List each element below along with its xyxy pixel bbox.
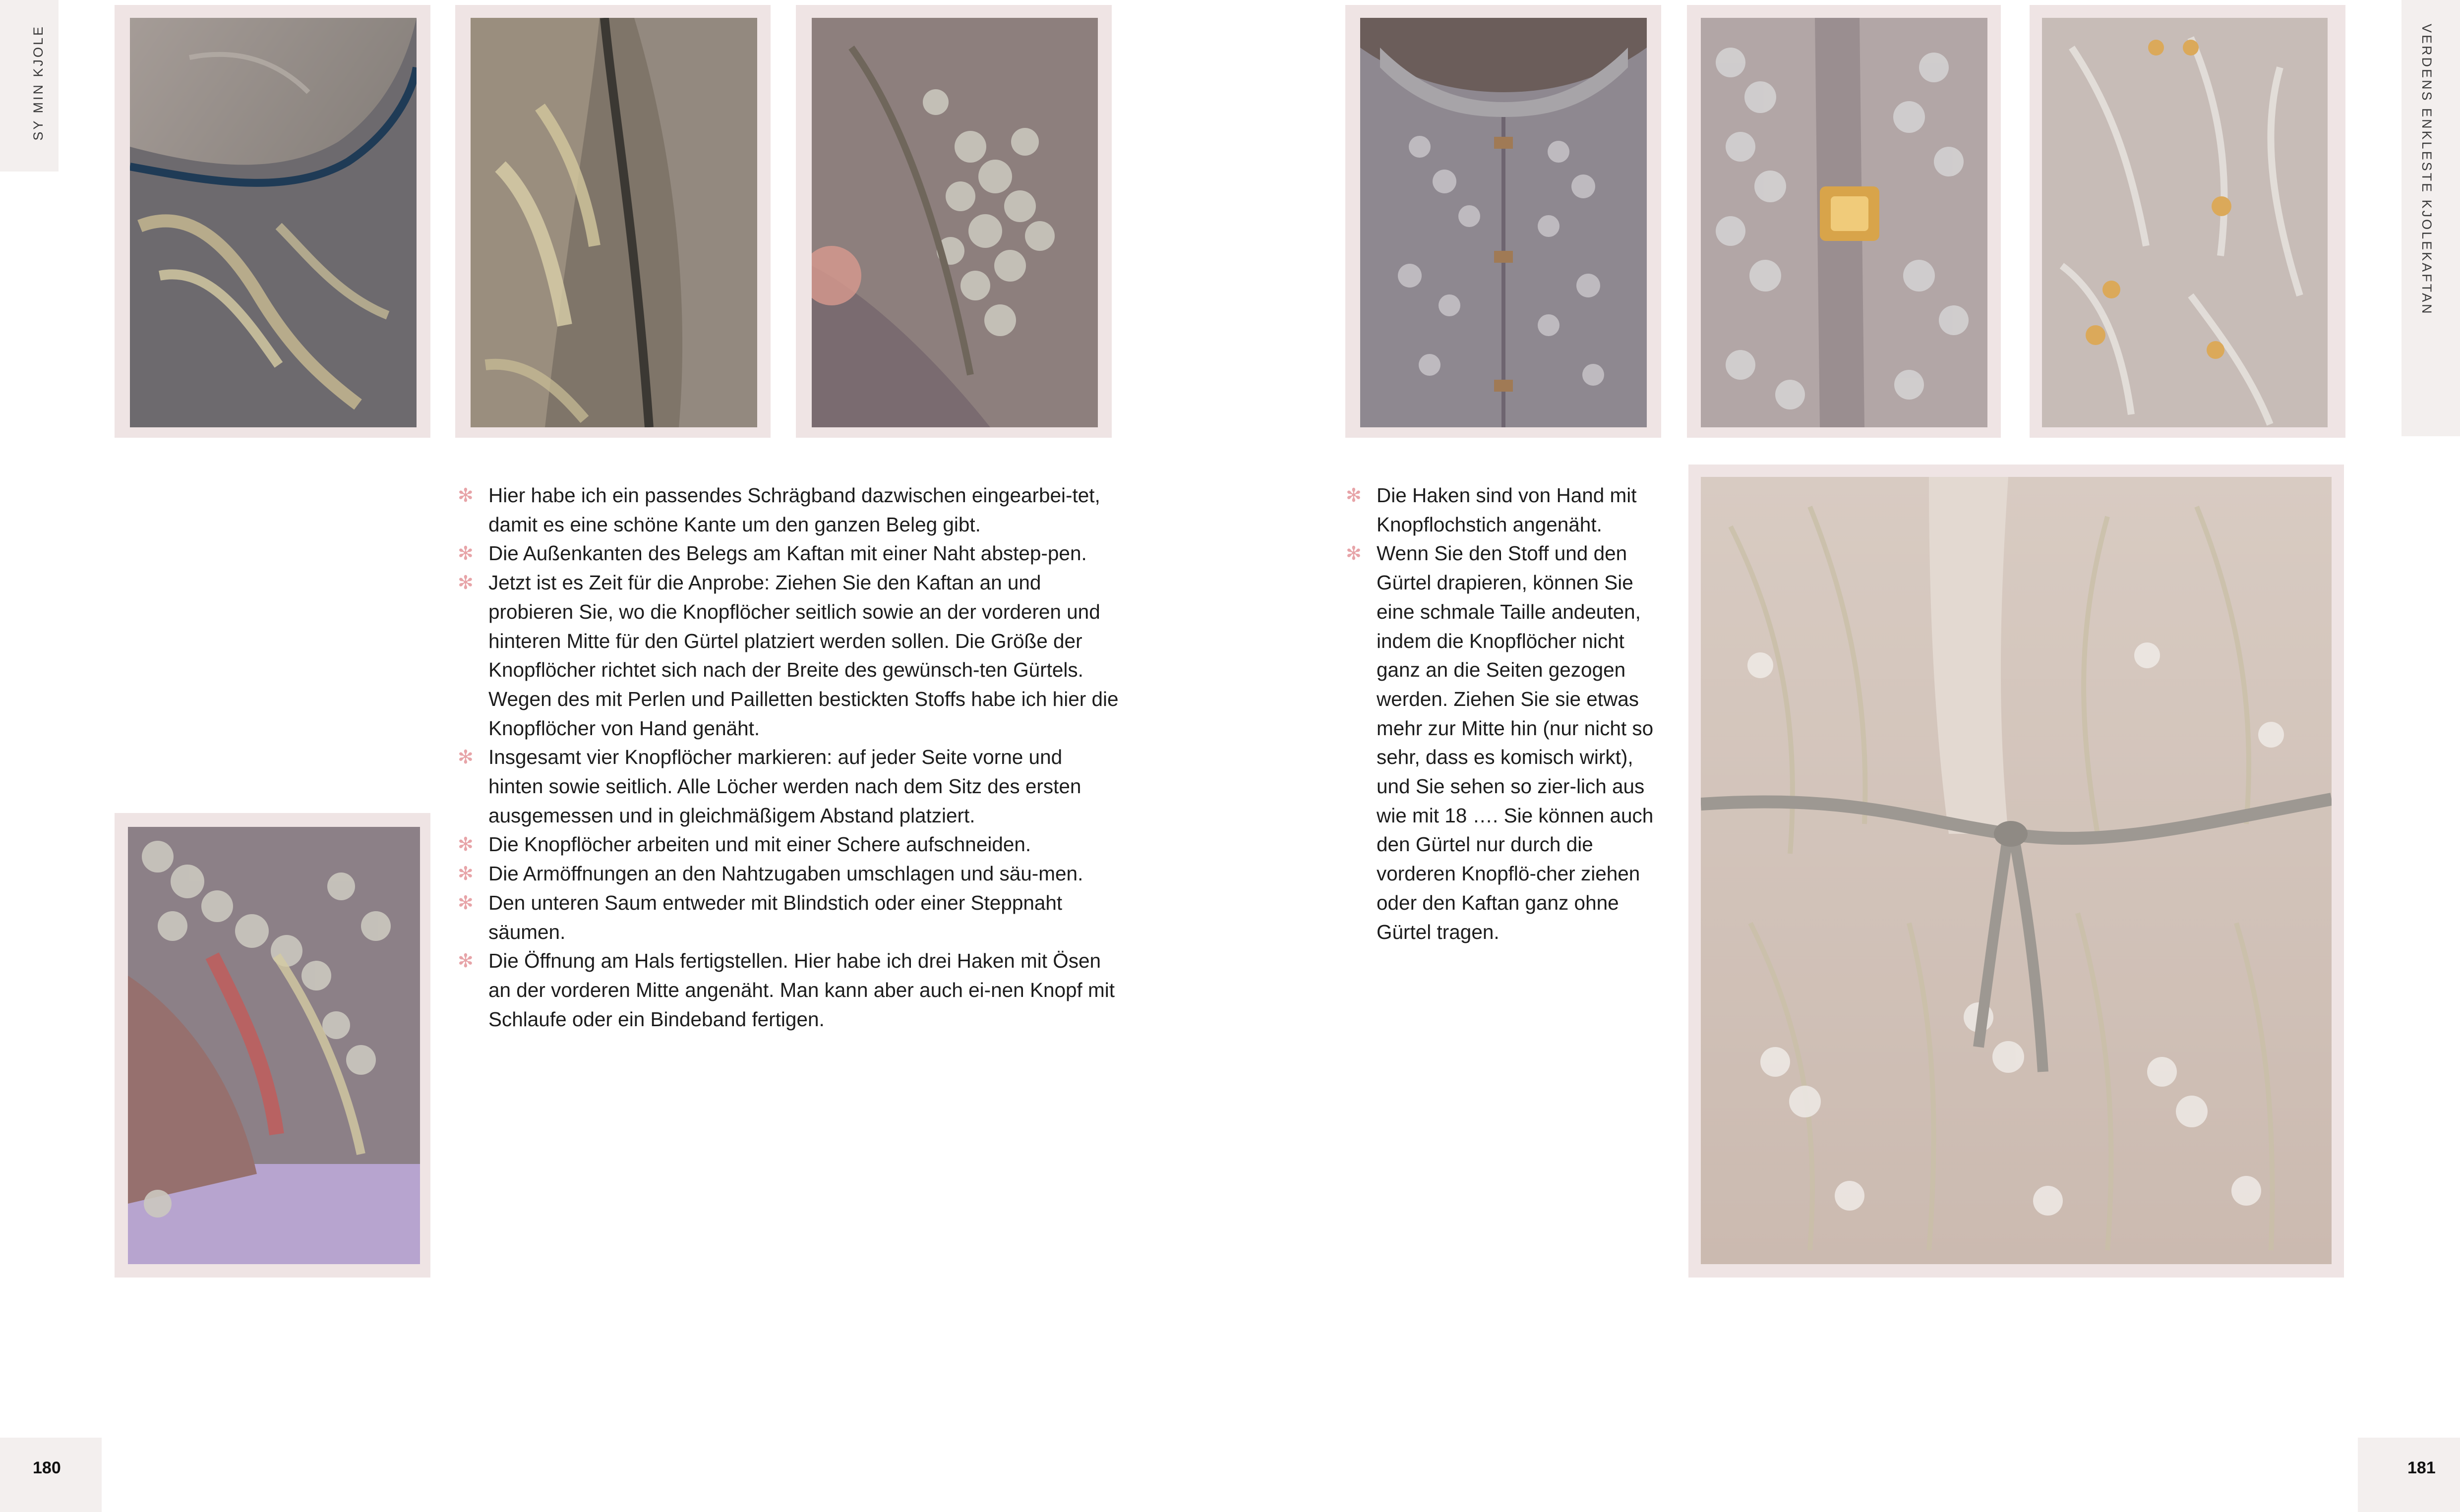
photo-neck-hooks bbox=[1360, 18, 1647, 427]
bullet-icon: ✻ bbox=[458, 863, 474, 885]
photo-hook-closeup bbox=[1701, 18, 1987, 427]
bullet-icon: ✻ bbox=[1346, 542, 1362, 565]
list-item bbox=[458, 568, 1122, 743]
right-running-head: VERDENS ENKLESTE KJOLEKAFTAN bbox=[2419, 24, 2434, 316]
bullet-icon: ✻ bbox=[458, 891, 474, 914]
photo-gold-stars bbox=[2042, 18, 2328, 427]
photo-facing-seam bbox=[471, 18, 757, 427]
bullet-icon: ✻ bbox=[458, 542, 474, 565]
bullet-icon: ✻ bbox=[458, 572, 474, 594]
bullet-icon: ✻ bbox=[1346, 484, 1362, 506]
left-running-head: SY MIN KJOLE bbox=[31, 25, 46, 141]
list-item-text: Jetzt ist es Zeit für die Anprobe: Ziehen Sie den Kaftan an und probieren Sie, wo die Knopflöcher seitlich sowie an der vorderen und hinteren Mitte für den Gürtel platziert werden sollen. Die Größe der Knopflöcher richtet sich nach der Breite des gewünsch-ten Gürtels. Wegen des mit Perlen und Pailletten bestickten Stoffs habe ich hier die Knopflöcher von Hand genäht. bbox=[488, 571, 1119, 740]
list-item bbox=[458, 539, 1122, 568]
list-item bbox=[458, 888, 1122, 946]
left-side-tab bbox=[0, 0, 59, 172]
list-item bbox=[458, 481, 1122, 539]
list-item bbox=[458, 859, 1122, 888]
list-item-text: Die Öffnung am Hals fertigstellen. Hier habe ich drei Haken mit Ösen an der vorderen Mitte angenäht. Man kann aber auch ei-nen Knopf mit Schlaufe oder ein Bindeband fertigen. bbox=[488, 949, 1115, 1031]
list-item bbox=[458, 743, 1122, 830]
list-item bbox=[1346, 481, 1663, 539]
list-item-text: Die Armöffnungen an den Nahtzugaben umschlagen und säu-men. bbox=[488, 862, 1083, 885]
list-item bbox=[1346, 539, 1663, 946]
list-item-text: Wenn Sie den Stoff und den Gürtel drapieren, können Sie eine schmale Taille andeuten, indem die Knopflöcher nicht ganz an die Seiten gezogen werden. Ziehen Sie sie etwas mehr zur Mitte hin (nur nicht so sehr, dass es komisch wirkt), und Sie sehen so zier-lich aus wie mit 18 …. Sie können auch den Gürtel nur durch die vorderen Knopflö-cher ziehen oder den Kaftan ganz ohne Gürtel tragen. bbox=[1377, 542, 1654, 943]
list-item-text: Den unteren Saum entweder mit Blindstich oder einer Steppnaht säumen. bbox=[488, 891, 1063, 943]
photo-belt-tie bbox=[1701, 477, 2332, 1264]
right-instructions bbox=[1346, 481, 1663, 946]
bullet-icon: ✻ bbox=[458, 484, 474, 506]
photo-sequin-close bbox=[812, 18, 1098, 427]
list-item-text: Insgesamt vier Knopflöcher markieren: auf jeder Seite vorne und hinten sowie seitlich. Alle Löcher werden nach dem Sitz des ersten ausgemessen und in gleichmäßigem Abstand platziert. bbox=[488, 746, 1081, 827]
right-page-number: 181 bbox=[2407, 1458, 2436, 1477]
list-item-text: Die Knopflöcher arbeiten und mit einer Schere aufschneiden. bbox=[488, 833, 1031, 856]
list-item bbox=[458, 830, 1122, 859]
photo-bias-tape-pinned bbox=[130, 18, 417, 427]
list-item-text: Die Haken sind von Hand mit Knopflochstich angenäht. bbox=[1377, 484, 1637, 536]
list-item-text: Die Außenkanten des Belegs am Kaftan mit einer Naht abstep-pen. bbox=[488, 542, 1087, 565]
bullet-icon: ✻ bbox=[458, 833, 474, 856]
left-page-number: 180 bbox=[33, 1458, 61, 1477]
photo-buttonhole-sequins bbox=[128, 827, 420, 1264]
left-instructions bbox=[458, 481, 1122, 1034]
list-item bbox=[458, 946, 1122, 1034]
bullet-icon: ✻ bbox=[458, 746, 474, 768]
bullet-icon: ✻ bbox=[458, 950, 474, 972]
list-item-text: Hier habe ich ein passendes Schrägband dazwischen eingearbei-tet, damit es eine schöne Kante um den ganzen Beleg gibt. bbox=[488, 484, 1100, 536]
